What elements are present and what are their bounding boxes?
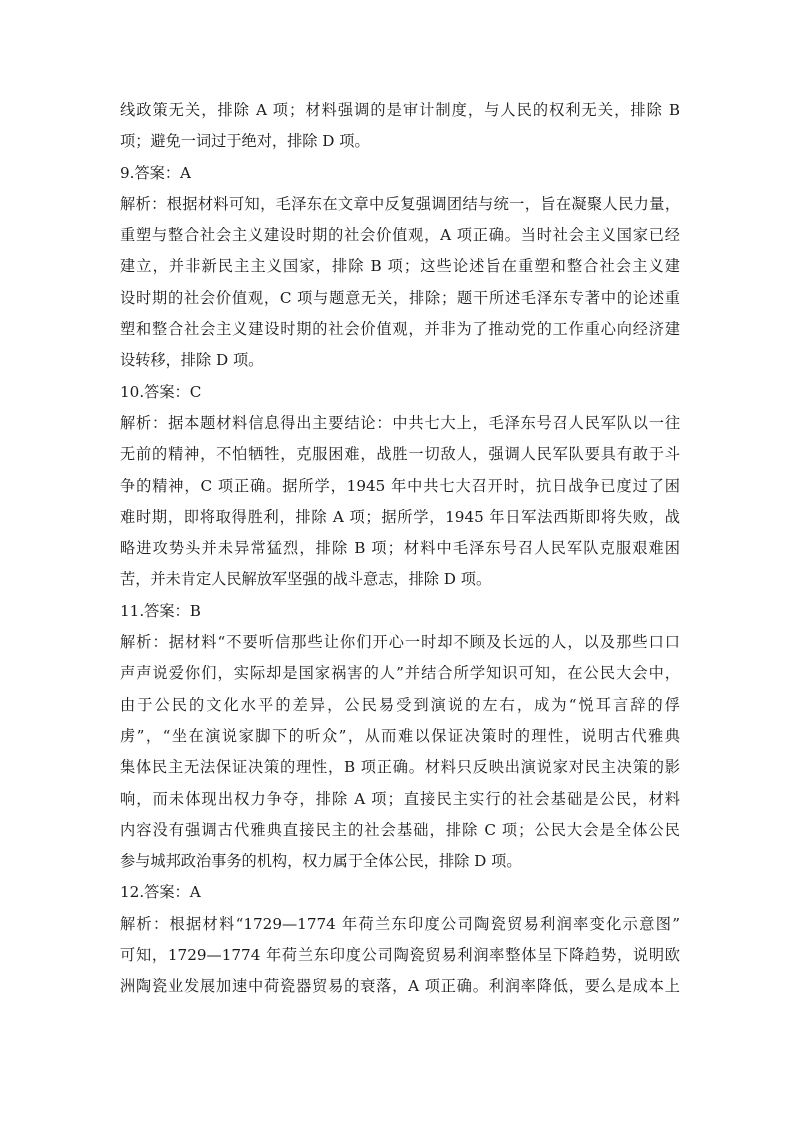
answer-line: 9.答案：A xyxy=(120,163,192,182)
text-line: 集体民主无法保证决策的理性，B 项正确。材料只反映出演说家对民主决策的影 xyxy=(120,758,680,777)
text-line: 争的精神，C 项正确。据所学，1945 年中共七大召开时，抗日战争已度过了困 xyxy=(120,476,680,495)
text-line: 略进攻势头并未异常猛烈，排除 B 项；材料中毛泽东号召人民军队克服艰难困 xyxy=(120,539,680,558)
text-line: 苦，并未肯定人民解放军坚强的战斗意志，排除 D 项。 xyxy=(120,570,492,589)
text-line: 洲陶瓷业发展加速中荷瓷器贸易的衰落，A 项正确。利润率降低，要么是成本上 xyxy=(120,977,680,996)
text-line: 设转移，排除 D 项。 xyxy=(120,351,264,370)
text-line: 参与城邦政治事务的机构，权力属于全体公民，排除 D 项。 xyxy=(120,852,522,871)
question-8-explanation-tail xyxy=(120,95,680,158)
text-line: 响，而未体现出权力争夺，排除 A 项；直接民主实行的社会基础是公民，材料 xyxy=(120,789,680,808)
document-page xyxy=(120,95,680,1003)
text-line: 可知，1729—1774 年荷兰东印度公司陶瓷贸易利润率整体呈下降趋势，说明欧 xyxy=(120,946,680,965)
question-9 xyxy=(120,158,680,377)
question-11 xyxy=(120,596,680,878)
text-line: 解析：根据材料“1729—1774 年荷兰东印度公司陶瓷贸易利润率变化示意图” xyxy=(120,914,680,933)
text-line: 声声说爱你们，实际却是国家祸害的人”并结合所学知识可知，在公民大会中， xyxy=(120,664,680,683)
text-line: 线政策无关，排除 A 项；材料强调的是审计制度，与人民的权利无关，排除 B xyxy=(120,101,680,119)
text-line: 建立，并非新民主主义国家，排除 B 项；这些论述旨在重塑和整合社会主义建 xyxy=(120,257,680,276)
text-line: 重塑与整合社会主义建设时期的社会价值观，A 项正确。当时社会主义国家已经 xyxy=(120,226,680,245)
text-line: 解析：据本题材料信息得出主要结论：中共七大上，毛泽东号召人民军队以一往 xyxy=(120,413,680,432)
answer-line: 12.答案：A xyxy=(120,883,201,902)
text-line: 解析：根据材料可知，毛泽东在文章中反复强调团结与统一，旨在凝聚人民力量， xyxy=(120,194,680,213)
question-12 xyxy=(120,877,680,1002)
text-line: 由于公民的文化水平的差异，公民易受到演说的左右，成为“悦耳言辞的俘 xyxy=(120,695,680,714)
answer-line: 11.答案：B xyxy=(120,601,201,620)
question-10 xyxy=(120,377,680,596)
text-line: 塑和整合社会主义建设时期的社会价值观，并非为了推动党的工作重心向经济建 xyxy=(120,320,680,339)
answer-line: 10.答案：C xyxy=(120,382,202,401)
text-line: 设时期的社会价值观，C 项与题意无关，排除；题干所述毛泽东专著中的论述重 xyxy=(120,288,680,307)
text-line: 虏”，“坐在演说家脚下的听众”，从而难以保证决策时的理性，说明古代雅典 xyxy=(120,726,680,745)
text-line: 项；避免一词过于绝对，排除 D 项。 xyxy=(120,132,370,151)
text-line: 难时期，即将取得胜利，排除 A 项；据所学，1945 年日军法西斯即将失败，战 xyxy=(120,507,680,526)
text-line: 解析：据材料“不要听信那些让你们开心一时却不顾及长远的人，以及那些口口 xyxy=(120,633,680,652)
text-line: 无前的精神，不怕牺牲，克服困难，战胜一切敌人，强调人民军队要具有敢于斗 xyxy=(120,445,680,464)
text-line: 内容没有强调古代雅典直接民主的社会基础，排除 C 项；公民大会是全体公民 xyxy=(120,820,680,839)
